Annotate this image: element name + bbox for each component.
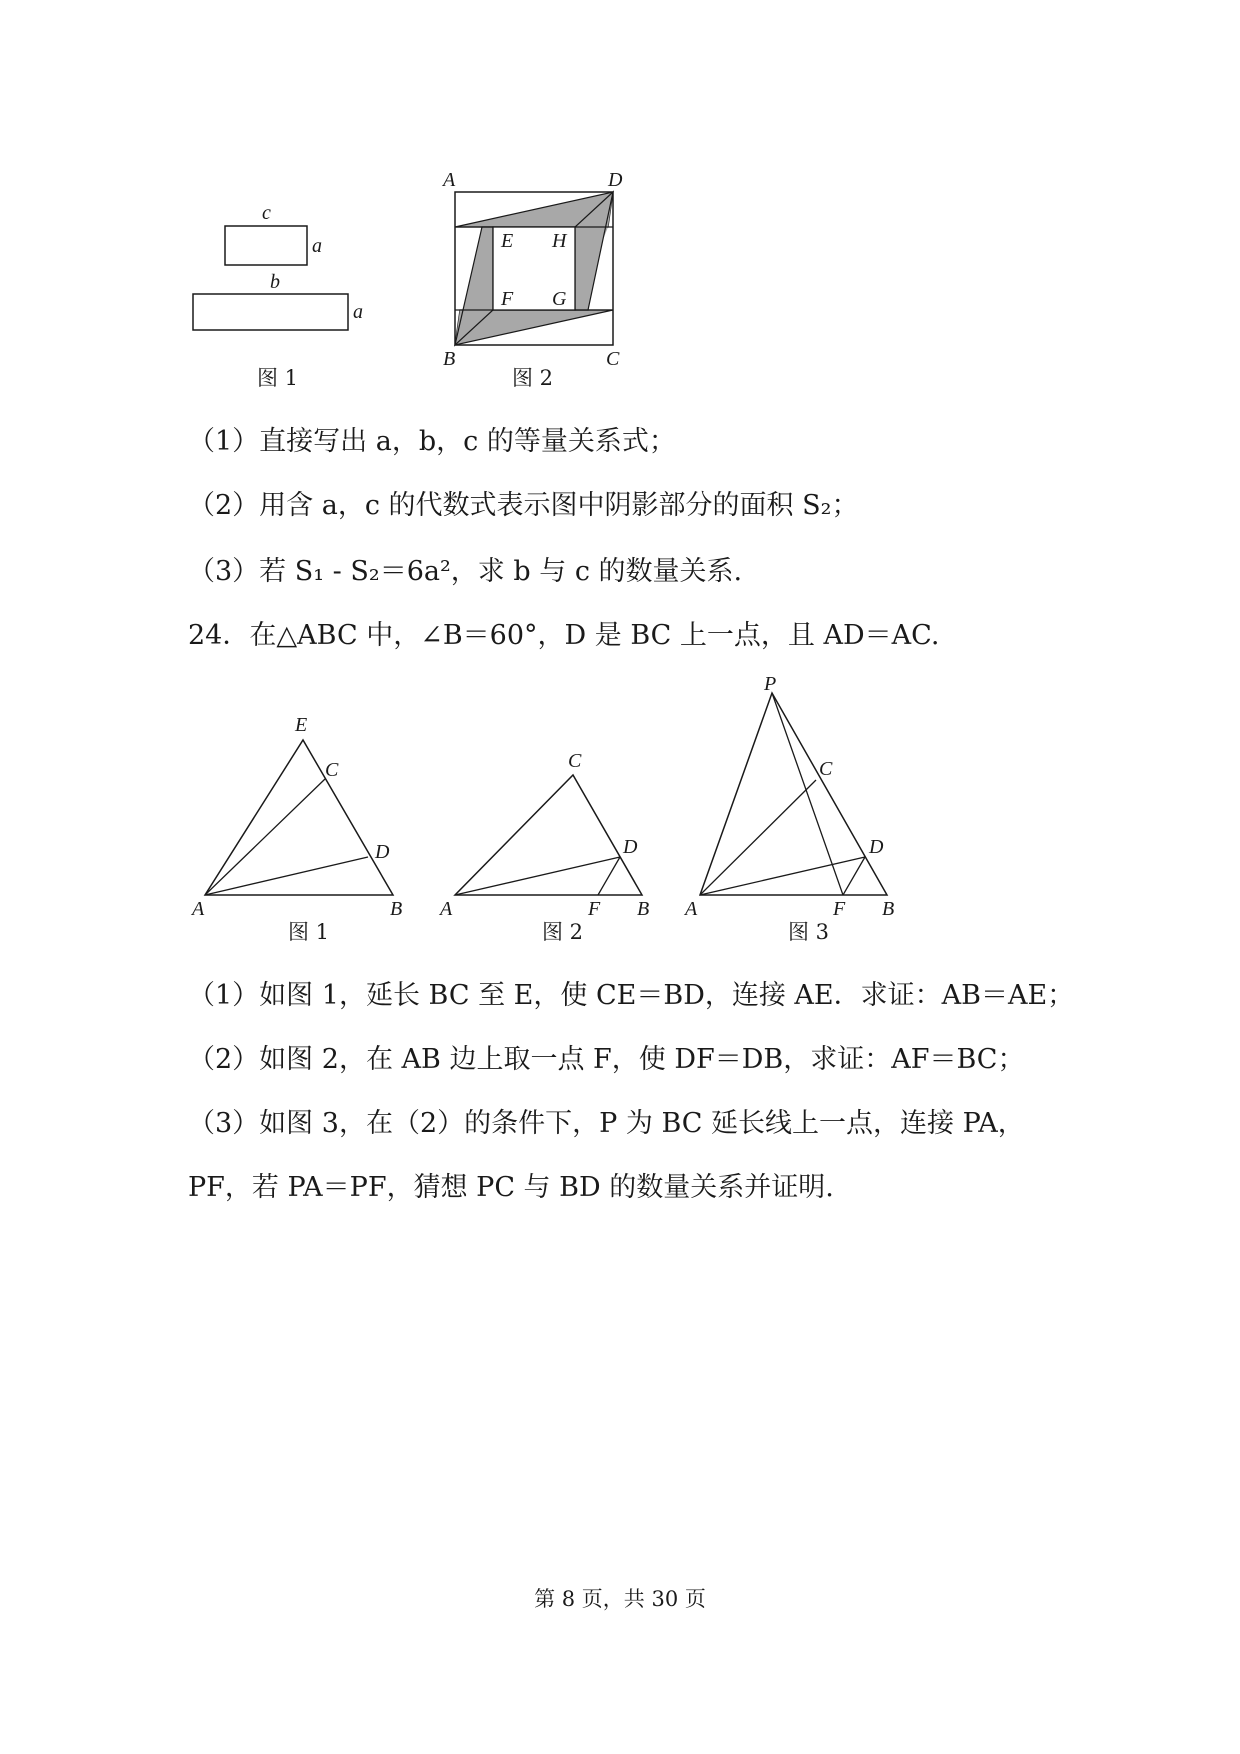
q23-figure-2 bbox=[440, 165, 640, 375]
q24-figure-2 bbox=[435, 745, 660, 920]
q24-part-2: （2）如图 2，在 AB 边上取一点 F，使 DF＝DB，求证：AF＝BC； bbox=[188, 1044, 1025, 1075]
label-P: P bbox=[764, 675, 777, 695]
label-E: E bbox=[501, 230, 514, 252]
label-A: A bbox=[443, 169, 456, 191]
q24-part-3-cont: PF，若 PA＝PF，猜想 PC 与 BD 的数量关系并证明. bbox=[188, 1172, 834, 1203]
label-a-bottom: a bbox=[353, 301, 363, 323]
label-C: C bbox=[325, 759, 339, 781]
segment-df bbox=[598, 857, 620, 895]
label-A: A bbox=[685, 898, 698, 920]
q24-part-1: （1）如图 1，延长 BC 至 E，使 CE＝BD，连接 AE．求证：AB＝AE； bbox=[188, 980, 1075, 1011]
label-C: C bbox=[568, 750, 582, 772]
q23-part-1: （1）直接写出 a，b，c 的等量关系式； bbox=[188, 426, 676, 457]
label-A: A bbox=[192, 898, 205, 920]
q24-figure-1 bbox=[185, 705, 415, 920]
segment-df bbox=[843, 857, 865, 895]
label-a-top: a bbox=[312, 235, 322, 257]
label-D: D bbox=[608, 169, 623, 191]
segment-ad bbox=[700, 857, 865, 895]
label-D: D bbox=[375, 841, 390, 863]
label-C: C bbox=[819, 758, 833, 780]
q23-figure-1 bbox=[180, 200, 380, 340]
q23-part-3: （3）若 S₁ - S₂＝6a²，求 b 与 c 的数量关系. bbox=[188, 556, 743, 587]
label-A: A bbox=[440, 898, 453, 920]
label-D: D bbox=[623, 836, 638, 858]
label-F: F bbox=[588, 898, 601, 920]
triangle-apb bbox=[700, 693, 887, 895]
triangle-abc bbox=[455, 775, 642, 895]
segment-ad bbox=[205, 857, 368, 895]
q24-figure-1-caption: 图 1 bbox=[288, 920, 330, 944]
q23-part-2: （2）用含 a，c 的代数式表示图中阴影部分的面积 S₂； bbox=[188, 490, 859, 521]
rect-b-by-a bbox=[193, 294, 348, 330]
segment-ac bbox=[205, 779, 325, 895]
label-B: B bbox=[443, 348, 456, 370]
segment-ad bbox=[455, 857, 620, 895]
q24-figure-2-caption: 图 2 bbox=[542, 920, 584, 944]
label-F: F bbox=[501, 288, 514, 310]
rect-c-by-a bbox=[225, 226, 307, 265]
page-footer: 第 8 页，共 30 页 bbox=[534, 1587, 706, 1611]
label-D: D bbox=[869, 836, 884, 858]
label-b: b bbox=[270, 271, 280, 293]
triangle-abe bbox=[205, 740, 393, 895]
q24-figure-3-caption: 图 3 bbox=[788, 920, 830, 944]
q24-part-3: （3）如图 3，在（2）的条件下，P 为 BC 延长线上一点，连接 PA， bbox=[188, 1108, 1025, 1139]
segment-pf bbox=[772, 693, 843, 895]
q24-figure-3 bbox=[680, 675, 920, 920]
q23-figure-2-caption: 图 2 bbox=[512, 366, 554, 390]
label-H: H bbox=[552, 230, 567, 252]
label-B: B bbox=[637, 898, 650, 920]
label-c: c bbox=[262, 202, 271, 224]
label-B: B bbox=[390, 898, 403, 920]
label-G: G bbox=[552, 288, 567, 310]
label-F: F bbox=[833, 898, 846, 920]
q23-figure-1-caption: 图 1 bbox=[257, 366, 299, 390]
label-C: C bbox=[606, 348, 620, 370]
q24-stem: 24．在△ABC 中，∠B＝60°，D 是 BC 上一点，且 AD＝AC. bbox=[188, 620, 940, 651]
segment-ac bbox=[700, 780, 816, 895]
label-E: E bbox=[295, 714, 308, 736]
label-B: B bbox=[882, 898, 895, 920]
